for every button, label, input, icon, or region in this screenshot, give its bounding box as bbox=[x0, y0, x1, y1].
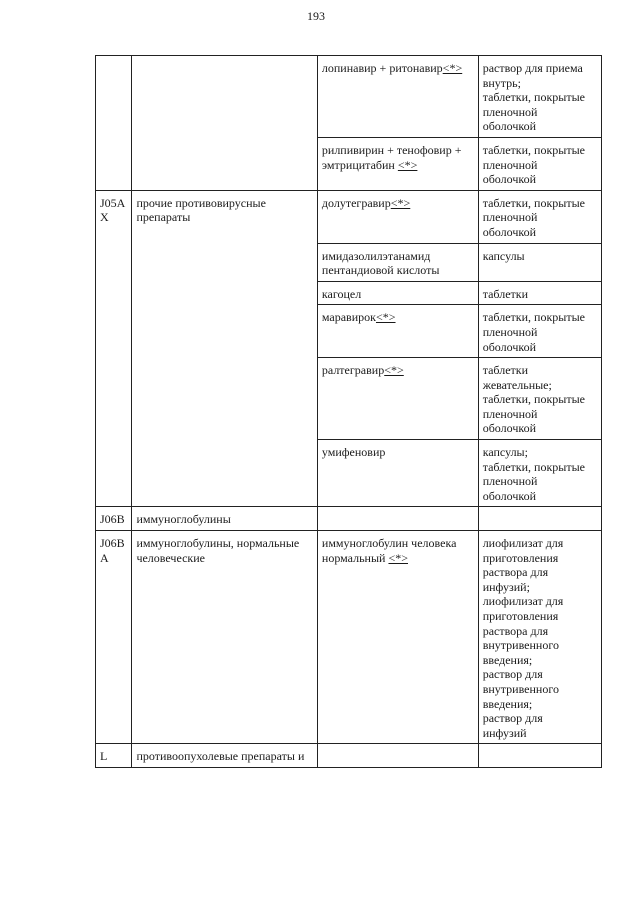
table-row bbox=[96, 56, 602, 138]
dosage-form-line: приготовления bbox=[482, 609, 559, 623]
footnote-link[interactable]: <*> bbox=[375, 310, 396, 325]
dosage-form-line: внутривенного bbox=[482, 638, 559, 653]
dosage-form-line: оболочкой bbox=[482, 339, 536, 354]
dosage-form-cell bbox=[478, 243, 601, 281]
footnote-link[interactable]: <*> bbox=[397, 157, 418, 172]
dosage-form-line: таблетки, покрытые bbox=[482, 90, 585, 105]
drug-name-cell bbox=[317, 744, 478, 768]
dosage-form-line: оболочкой bbox=[482, 224, 536, 239]
table-row bbox=[96, 531, 602, 744]
dosage-form-line: раствор для bbox=[482, 667, 543, 682]
dosage-form-line: лиофилизат для bbox=[482, 594, 564, 609]
dosage-form-line: раствора для bbox=[482, 623, 549, 638]
dosage-form-line: внутрь; bbox=[482, 75, 521, 90]
drug-name-cell bbox=[317, 281, 478, 305]
footnote-link[interactable]: <*> bbox=[384, 363, 404, 378]
dosage-form-line: жевательные; bbox=[482, 377, 552, 392]
drug-name: маравирок bbox=[321, 310, 376, 325]
dosage-form-cell bbox=[478, 531, 601, 744]
dosage-form-line: таблетки, покрытые bbox=[482, 195, 585, 210]
group-name-cell: прочие противовирусные препараты bbox=[132, 190, 317, 507]
dosage-form-line: пленочной bbox=[482, 210, 538, 225]
dosage-form-cell bbox=[478, 56, 601, 138]
dosage-form-line: оболочкой bbox=[482, 172, 536, 187]
dosage-form-cell bbox=[478, 507, 601, 531]
dosage-form-cell bbox=[478, 358, 601, 440]
drug-name: иммуноглобулин человека нормальный bbox=[321, 536, 457, 565]
dosage-form-cell bbox=[478, 137, 601, 190]
table-body bbox=[96, 56, 602, 768]
dosage-form-line: пленочной bbox=[482, 157, 538, 172]
dosage-form-line: раствора для bbox=[482, 565, 549, 580]
dosage-form-line: пленочной bbox=[482, 324, 538, 339]
dosage-form-line: оболочкой bbox=[482, 488, 536, 503]
dosage-form-line: раствор для bbox=[482, 711, 543, 726]
dosage-form-cell bbox=[478, 190, 601, 243]
dosage-form-cell bbox=[478, 305, 601, 358]
dosage-form-line: таблетки, покрытые bbox=[482, 142, 585, 157]
drug-name-cell bbox=[317, 56, 478, 138]
atc-code-cell: J05AX bbox=[96, 190, 132, 507]
atc-code-cell: J06BA bbox=[96, 531, 132, 744]
dosage-form-cell bbox=[478, 744, 601, 768]
drug-name-cell bbox=[317, 358, 478, 440]
dosage-form-cell bbox=[478, 281, 601, 305]
dosage-form-cell bbox=[478, 440, 601, 507]
dosage-form-line: капсулы bbox=[482, 248, 525, 263]
drug-name: долутегравир bbox=[321, 195, 391, 210]
drug-list-table bbox=[95, 55, 602, 768]
dosage-form-line: пленочной bbox=[482, 474, 538, 489]
group-name-cell: иммуноглобулины bbox=[132, 507, 317, 531]
dosage-form-line: инфузий bbox=[482, 725, 527, 740]
drug-name-cell bbox=[317, 507, 478, 531]
dosage-form-line: таблетки, покрытые bbox=[482, 310, 585, 325]
drug-name-cell bbox=[317, 531, 478, 744]
drug-name: рилпивирин + тенофовир + эмтрицитабин bbox=[321, 142, 462, 172]
dosage-form-line: оболочкой bbox=[482, 421, 536, 436]
footnote-link[interactable]: <*> bbox=[390, 195, 411, 210]
dosage-form-line: внутривенного bbox=[482, 681, 559, 696]
dosage-form-line: введения; bbox=[482, 696, 533, 711]
dosage-form-line: инфузий; bbox=[482, 579, 530, 594]
drug-name-cell bbox=[317, 440, 478, 507]
drug-name: ралтегравир bbox=[321, 363, 385, 378]
dosage-form-line: лиофилизат для bbox=[482, 536, 564, 551]
dosage-form-line: таблетки, покрытые bbox=[482, 459, 585, 474]
dosage-form-line: капсулы; bbox=[482, 445, 528, 460]
dosage-form-line: раствор для приема bbox=[482, 61, 583, 75]
table-row bbox=[96, 507, 602, 531]
drug-name: кагоцел bbox=[321, 286, 362, 301]
drug-name-cell bbox=[317, 137, 478, 190]
dosage-form-line: приготовления bbox=[482, 550, 559, 565]
group-name-cell: иммуноглобулины, нормальные человеческие bbox=[132, 531, 317, 744]
dosage-form-line: пленочной bbox=[482, 104, 538, 119]
atc-code-cell: L bbox=[96, 744, 132, 768]
drug-name-cell bbox=[317, 305, 478, 358]
dosage-form-line: оболочкой bbox=[482, 119, 536, 134]
drug-name-cell bbox=[317, 243, 478, 281]
dosage-form-line: пленочной bbox=[482, 406, 538, 421]
table-row bbox=[96, 190, 602, 243]
dosage-form-line: таблетки bbox=[482, 363, 529, 378]
drug-name: умифеновир bbox=[321, 445, 386, 460]
group-name-cell bbox=[132, 56, 317, 191]
table-row bbox=[96, 744, 602, 768]
drug-name: имидазолилэтанамид пентандиовой кислоты bbox=[321, 248, 440, 278]
group-name-cell: противоопухолевые препараты и bbox=[132, 744, 317, 768]
page-number: 193 bbox=[307, 9, 325, 23]
footnote-link[interactable]: <*> bbox=[442, 61, 463, 75]
drug-name: лопинавир + ритонавир bbox=[321, 61, 443, 75]
footnote-link[interactable]: <*> bbox=[388, 550, 408, 565]
drug-name-cell bbox=[317, 190, 478, 243]
dosage-form-line: таблетки bbox=[482, 286, 529, 301]
dosage-form-line: введения; bbox=[482, 652, 533, 667]
atc-code-cell: J06B bbox=[96, 507, 132, 531]
atc-code-cell bbox=[96, 56, 132, 191]
dosage-form-line: таблетки, покрытые bbox=[482, 392, 585, 407]
